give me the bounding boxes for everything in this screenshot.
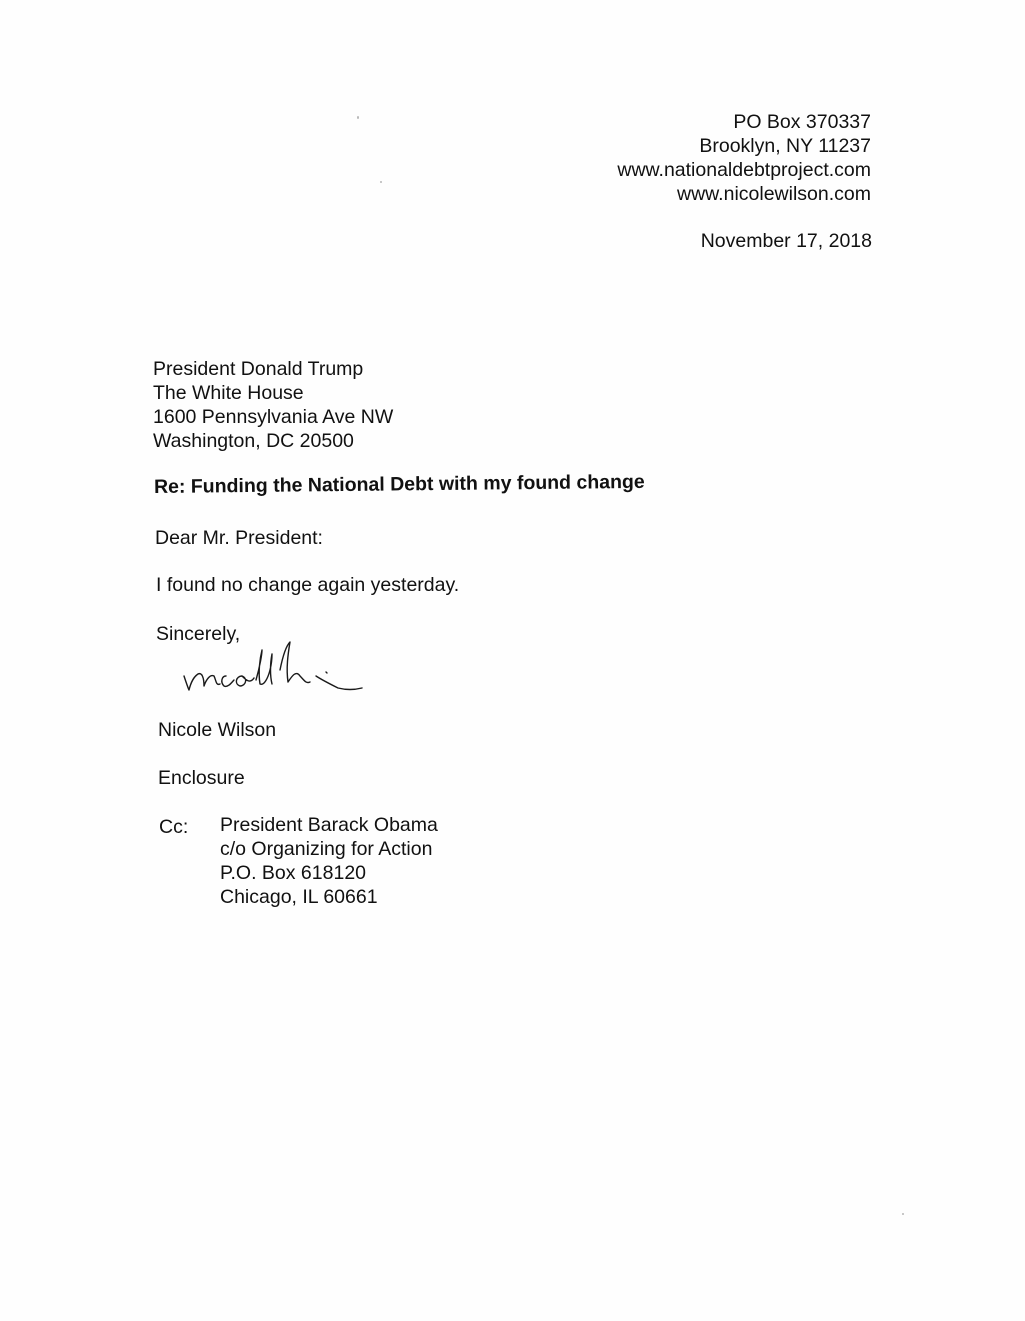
cc-line: Chicago, IL 60661 <box>220 886 378 908</box>
recipient-line: The White House <box>153 382 304 404</box>
scan-speck <box>357 116 359 119</box>
recipient-line: Washington, DC 20500 <box>153 430 354 452</box>
cc-line: c/o Organizing for Action <box>220 838 433 860</box>
sender-address <box>617 110 871 206</box>
sender-address-line: Brooklyn, NY 11237 <box>699 135 871 157</box>
salutation: Dear Mr. President: <box>155 527 323 549</box>
subject-line: Re: Funding the National Debt with my found change <box>153 470 645 498</box>
letter-date: November 17, 2018 <box>700 230 872 252</box>
cc-address <box>220 813 438 909</box>
enclosure-note: Enclosure <box>158 767 245 789</box>
letter-body: I found no change again yesterday. <box>156 574 460 596</box>
signer-name: Nicole Wilson <box>158 719 277 741</box>
sender-website-line: www.nicolewilson.com <box>677 183 871 205</box>
scan-speck <box>380 181 382 183</box>
recipient-address <box>153 357 393 453</box>
recipient-line: 1600 Pennsylvania Ave NW <box>153 406 394 428</box>
cc-label: Cc: <box>159 816 189 838</box>
scan-speck <box>902 1213 904 1215</box>
cc-line: President Barack Obama <box>220 814 438 836</box>
sender-address-line: PO Box 370337 <box>733 111 871 133</box>
cc-line: P.O. Box 618120 <box>220 862 367 884</box>
closing: Sincerely, <box>156 623 241 645</box>
sender-website-line: www.nationaldebtproject.com <box>617 159 871 181</box>
recipient-line: President Donald Trump <box>153 358 364 380</box>
handwritten-signature-icon <box>176 636 376 698</box>
